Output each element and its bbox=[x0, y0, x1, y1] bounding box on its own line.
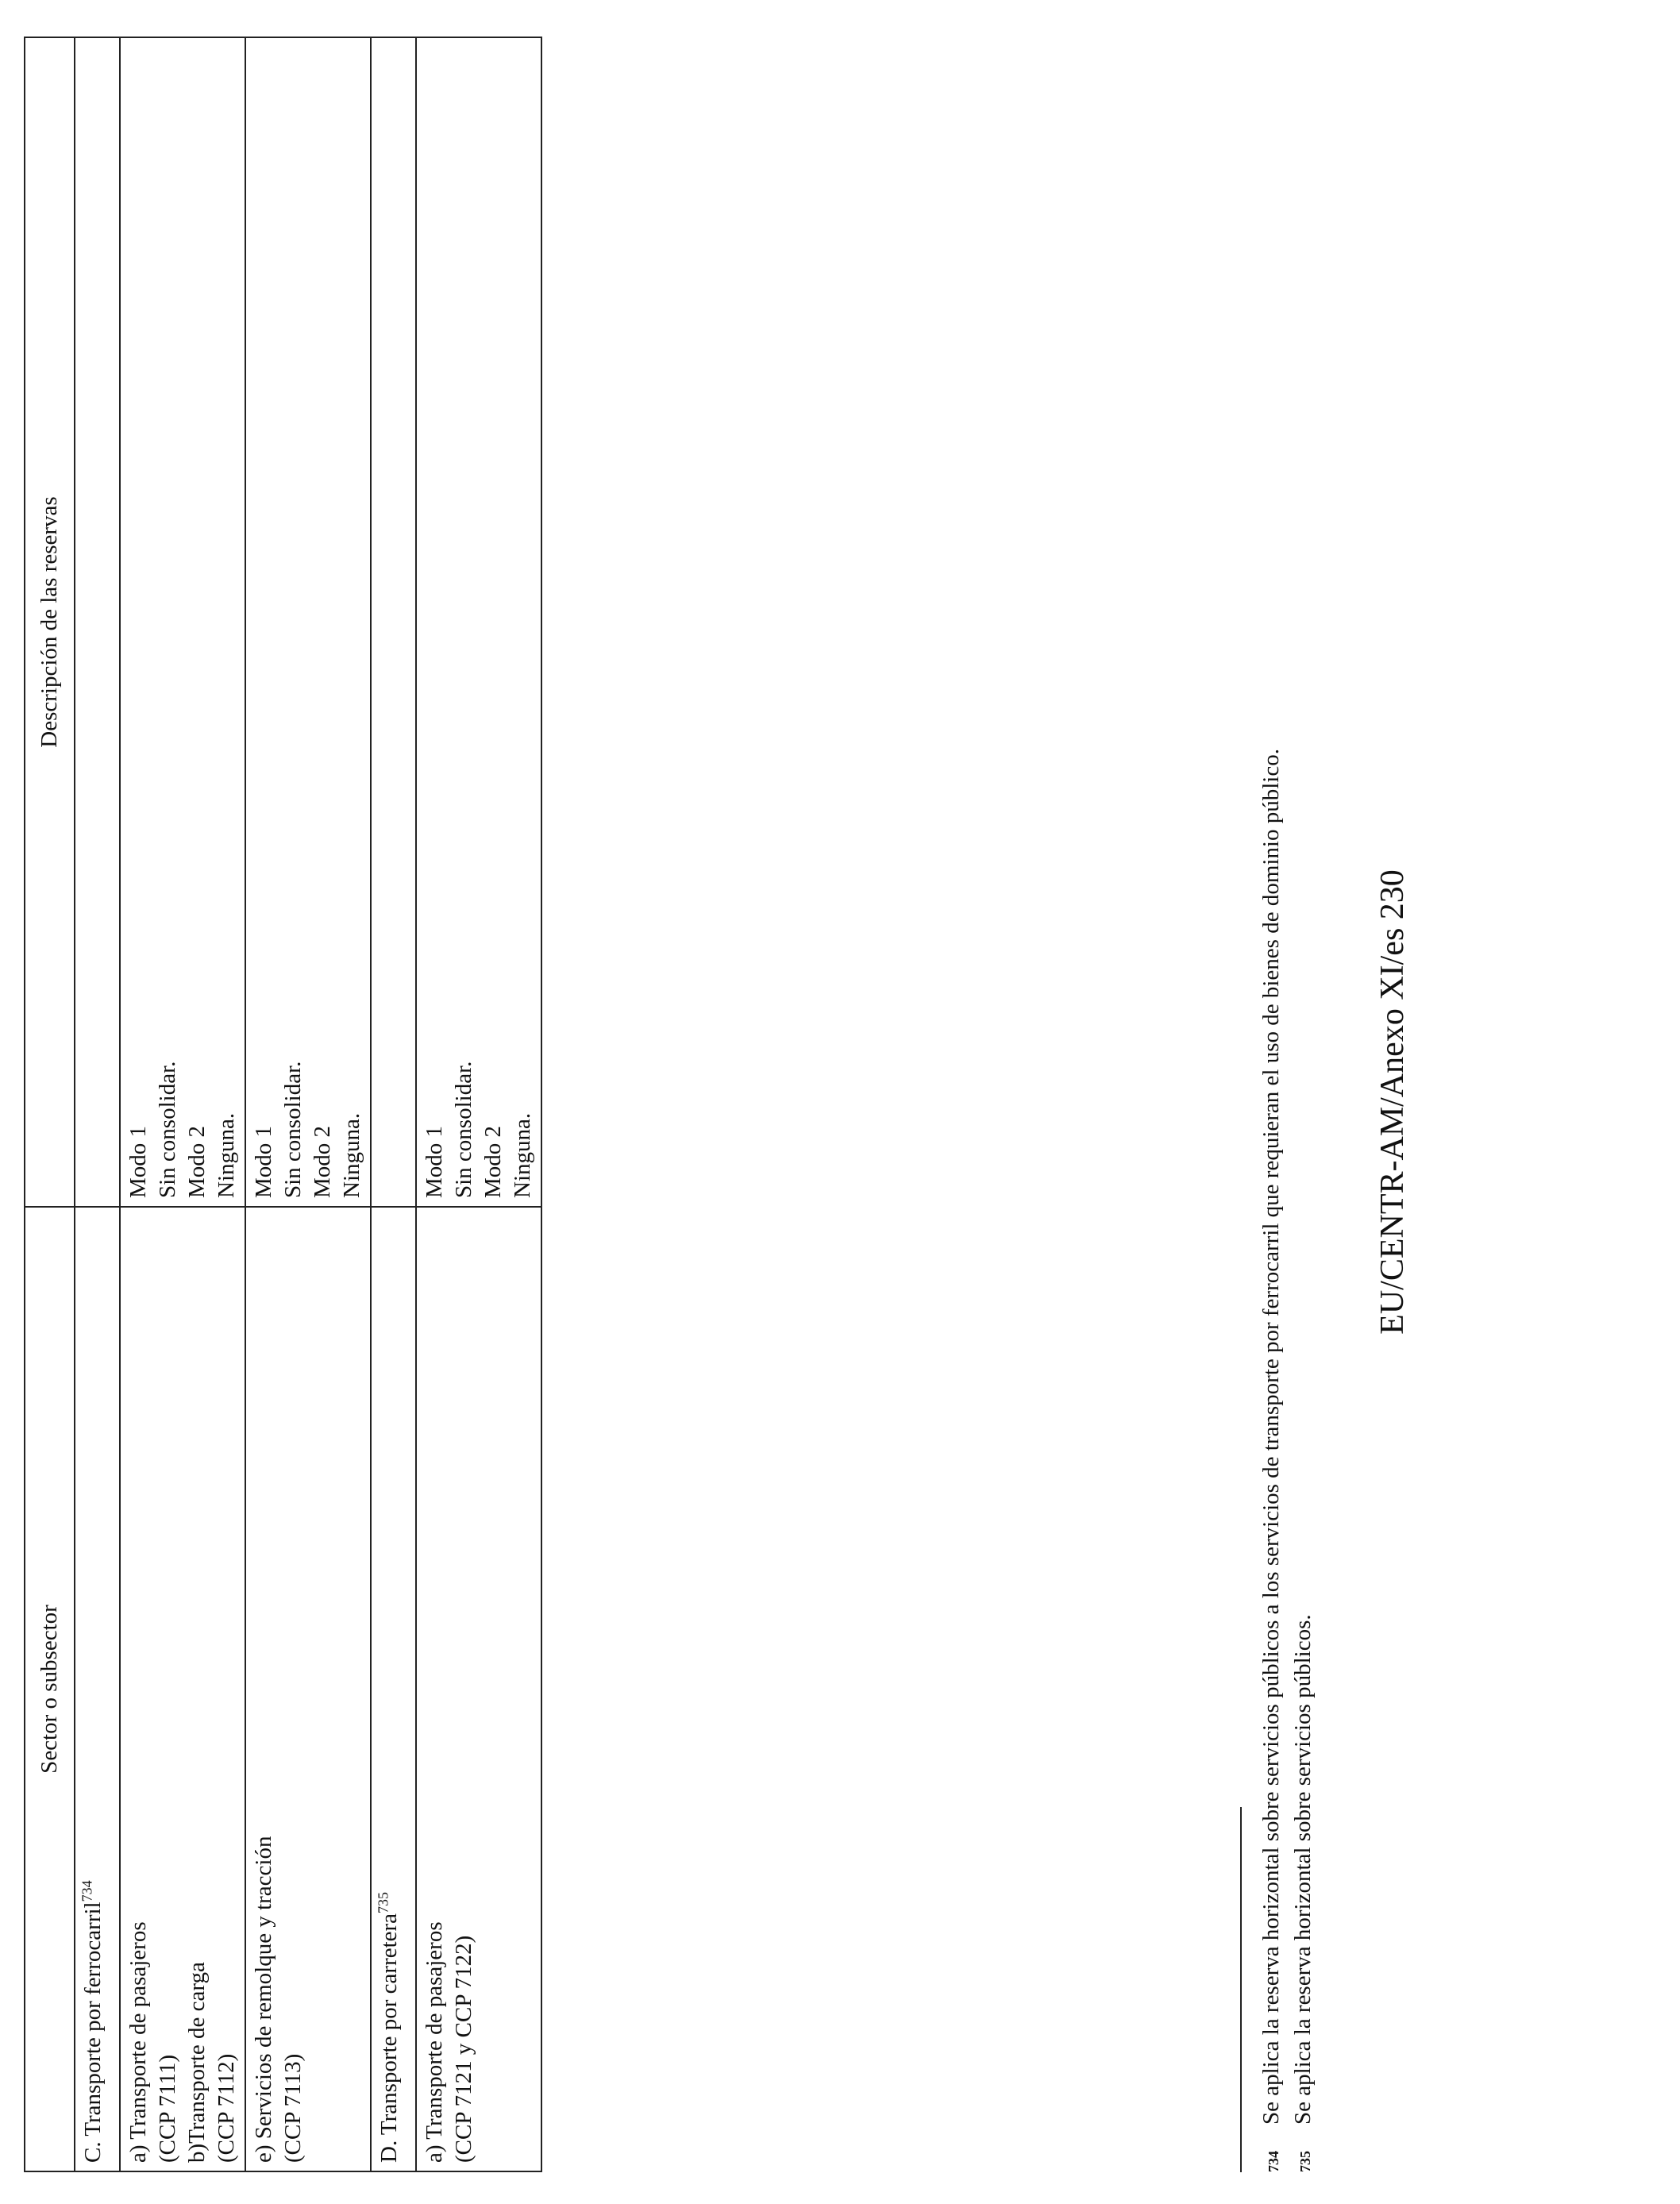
sector-line: (CCP 7121 y CCP 7122) bbox=[451, 1935, 476, 2163]
header-sector: Sector o subsector bbox=[25, 1207, 75, 2171]
table-row bbox=[120, 37, 245, 2171]
footnote-number: 734 bbox=[1266, 2151, 1281, 2172]
section-title-text: D. Transporte por carretera bbox=[376, 1913, 402, 2163]
footnote-separator bbox=[1240, 1807, 1242, 2172]
sector-cell bbox=[245, 1207, 371, 2171]
sector-line: b)Transporte de carga bbox=[184, 1962, 210, 2163]
section-row-road bbox=[371, 37, 416, 2171]
page-reference: EU/CENTR-AM/Anexo XI/es 230 bbox=[1374, 869, 1411, 1335]
section-title-road bbox=[371, 1207, 416, 2171]
footnotes bbox=[1257, 108, 1320, 2172]
section-title-rail bbox=[75, 1207, 120, 2171]
sector-line: (CCP 7113) bbox=[280, 2053, 306, 2163]
sector-line: a) Transporte de pasajeros bbox=[422, 1921, 447, 2163]
section-row-rail bbox=[75, 37, 120, 2171]
footnote-ref-734: 734 bbox=[79, 1880, 95, 1902]
description-line: Ninguna. bbox=[339, 1112, 364, 1198]
description-line: Sin consolidar. bbox=[451, 1061, 476, 1198]
description-line: Sin consolidar. bbox=[155, 1061, 180, 1198]
description-line: Sin consolidar. bbox=[280, 1061, 306, 1198]
table-header-row bbox=[25, 37, 75, 2171]
footnote-text: Se aplica la reserva horizontal sobre servicios públicos a los servicios de transporte por ferrocarril que requieran el uso de bienes de dominio público. bbox=[1258, 749, 1284, 2125]
sector-cell bbox=[416, 1207, 541, 2171]
description-line: Modo 2 bbox=[480, 1125, 506, 1198]
sector-line: (CCP 7111) bbox=[155, 2054, 180, 2163]
footnote-number: 735 bbox=[1297, 2151, 1313, 2172]
table-row bbox=[416, 37, 541, 2171]
description-line: Modo 2 bbox=[184, 1125, 210, 1198]
footnote-ref-735: 735 bbox=[375, 1891, 391, 1913]
footnote-735 bbox=[1289, 108, 1320, 2172]
table-row bbox=[245, 37, 371, 2171]
description-line: Ninguna. bbox=[214, 1112, 239, 1198]
description-line: Modo 1 bbox=[125, 1125, 151, 1198]
section-title-text: C. Transporte por ferrocarril bbox=[80, 1902, 106, 2163]
description-cell bbox=[416, 37, 541, 1207]
header-description: Descripción de las reservas bbox=[25, 37, 75, 1207]
description-line: Modo 1 bbox=[251, 1125, 276, 1198]
sector-cell bbox=[120, 1207, 245, 2171]
footnote-734 bbox=[1257, 108, 1289, 2172]
section-empty-cell bbox=[371, 37, 416, 1207]
sector-line: e) Servicios de remolque y tracción bbox=[251, 1836, 276, 2163]
description-cell bbox=[245, 37, 371, 1207]
sector-line: a) Transporte de pasajeros bbox=[125, 1921, 151, 2163]
description-line: Modo 1 bbox=[422, 1125, 447, 1198]
description-cell bbox=[120, 37, 245, 1207]
sector-line: (CCP 7112) bbox=[214, 2053, 239, 2163]
description-line: Ninguna. bbox=[510, 1112, 535, 1198]
reservations-table bbox=[24, 37, 542, 2172]
section-empty-cell bbox=[75, 37, 120, 1207]
footnote-text: Se aplica la reserva horizontal sobre servicios públicos. bbox=[1290, 1614, 1316, 2125]
description-line: Modo 2 bbox=[310, 1125, 335, 1198]
